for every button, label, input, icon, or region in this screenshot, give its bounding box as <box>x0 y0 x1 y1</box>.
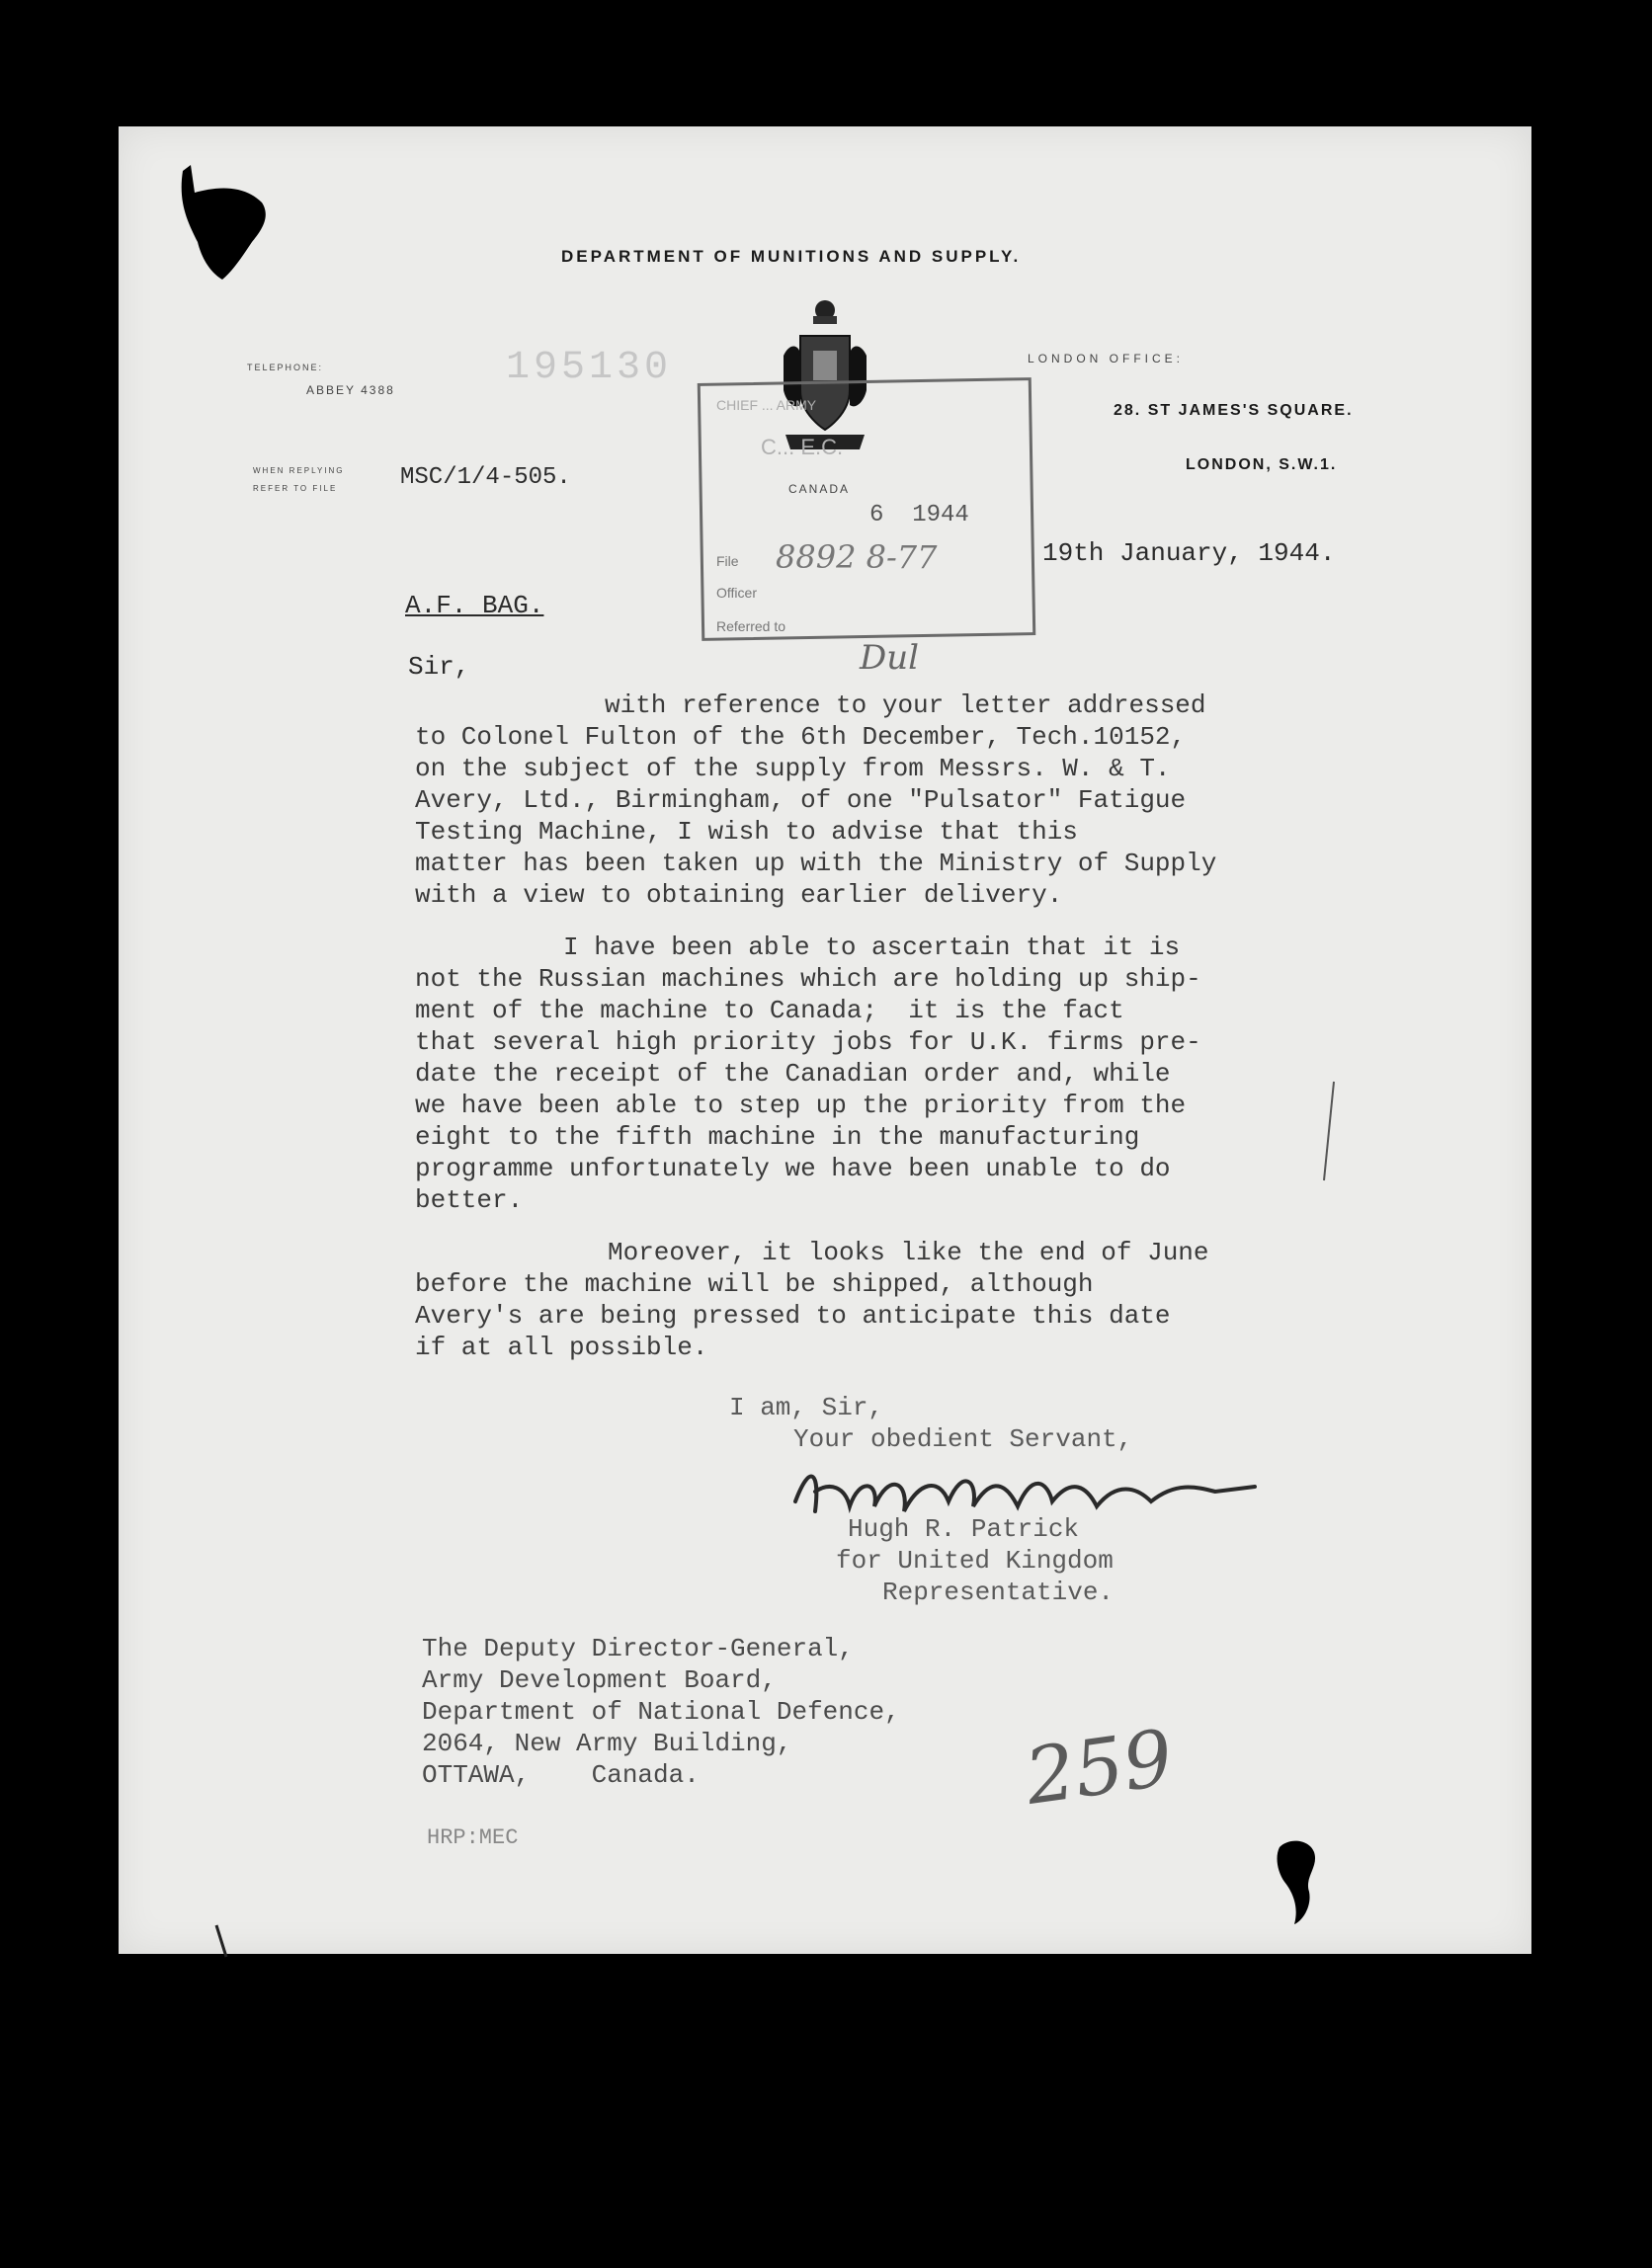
stamp-referred-label: Referred to <box>716 618 786 634</box>
typist-initials: HRP:MEC <box>427 1825 519 1850</box>
department-heading: DEPARTMENT OF MUNITIONS AND SUPPLY. <box>561 247 1022 266</box>
signer-title-1: for United Kingdom <box>836 1546 1114 1576</box>
received-stamp <box>698 377 1036 641</box>
paragraph-1: with reference to your letter addressed to Colonel Fulton of the 6th December, Tech.10152, on the subject of the supply from Messrs. W. & T. Avery, Ltd., Birmingham, of one "Pulsator" Fatigue Testing Machine, I wish to advise that this matter has been taken up with the Ministry of Supply with a view to obtaining earlier delivery. <box>415 690 1217 910</box>
page-number: 259 <box>1020 1714 1179 1822</box>
signer-title-2: Representative. <box>882 1578 1115 1607</box>
coat-of-arms-caption: CANADA <box>788 482 851 496</box>
letter-ref: A.F. BAG. <box>405 591 544 620</box>
margin-mark-bottom-left <box>212 1921 232 1961</box>
paragraph-2: I have been able to ascertain that it is not the Russian machines which are holding up ship- ment of the machine to Canada; it is the fact that several high priority jobs for U.K. firms pre- date the receipt of the Canadian order and, while we have been able to step up the priority from the eight to the fifth machine in the manufacturing programme unfortunately we have been unable to do better. <box>415 932 1201 1215</box>
stamp-file-value: 8892 8-77 <box>776 538 938 576</box>
stamp-line-2: C... E.C. <box>761 435 844 459</box>
closing-line-1: I am, Sir, <box>729 1393 884 1422</box>
stamp-date: 6 1944 <box>869 502 969 528</box>
file-stamp-number: 195130 <box>506 346 673 390</box>
paragraph-3: Moreover, it looks like the end of June before the machine will be shipped, although Avery's are being pressed to anticipate this date if at all possible. <box>415 1238 1209 1362</box>
telephone-label: TELEPHONE: <box>247 363 324 372</box>
stamp-officer-label: Officer <box>716 585 757 601</box>
stamp-file-label: File <box>716 553 739 569</box>
addressee-block: The Deputy Director-General, Army Development Board, Department of National Defence, 2064, New Army Building, OTTAWA, Canada. <box>422 1634 900 1790</box>
ink-blot-top-left <box>173 163 282 282</box>
address-line-2: LONDON, S.W.1. <box>1186 456 1338 473</box>
stamp-handwritten-mark: Dul <box>860 638 920 678</box>
stamp-line-1: CHIEF ... ARMY <box>716 397 817 413</box>
margin-mark-right <box>1319 1077 1339 1185</box>
file-reference: MSC/1/4-505. <box>400 464 571 491</box>
ink-blot-bottom-right <box>1275 1837 1324 1926</box>
replying-label-2: REFER TO FILE <box>253 484 338 493</box>
signer-name: Hugh R. Patrick <box>848 1514 1080 1544</box>
address-line-1: 28. ST JAMES'S SQUARE. <box>1114 402 1354 419</box>
replying-label-1: WHEN REPLYING <box>253 466 345 475</box>
letter-date: 19th January, 1944. <box>1042 538 1336 568</box>
telephone-value: ABBEY 4388 <box>306 383 395 397</box>
office-label: LONDON OFFICE: <box>1028 352 1185 365</box>
salutation: Sir, <box>408 652 470 682</box>
closing-line-2: Your obedient Servant, <box>793 1424 1133 1454</box>
